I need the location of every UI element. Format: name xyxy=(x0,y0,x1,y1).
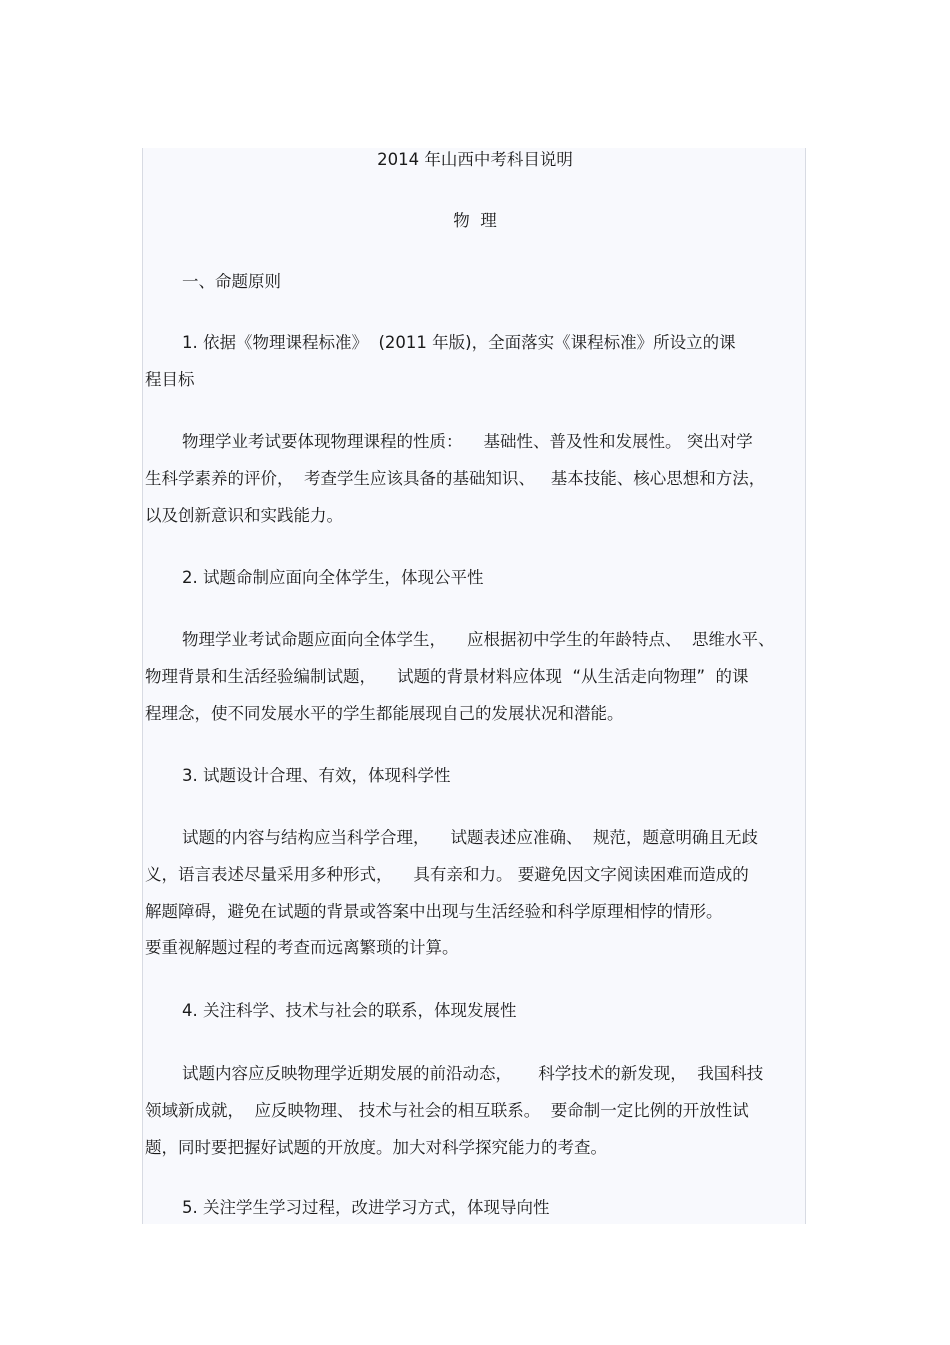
paragraph-line: 义，语言表述尽量采用多种形式， 具有亲和力。 要避免因文字阅读困难而造成的 xyxy=(145,865,749,884)
paragraph-line: 领域新成就， 应反映物理、 技术与社会的相互联系。 要命制一定比例的开放性试 xyxy=(145,1101,749,1120)
item-heading: 4. 关注科学、技术与社会的联系，体现发展性 xyxy=(182,1001,517,1020)
paragraph-line: 解题障碍，避免在试题的背景或答案中出现与生活经验和科学原理相悖的情形。 xyxy=(145,902,723,921)
paragraph-line: 试题的内容与结构应当科学合理， 试题表述应准确、 规范，题意明确且无歧 xyxy=(182,828,758,847)
section-heading: 一、命题原则 xyxy=(182,272,281,291)
item-heading: 1. 依据《物理课程标准》 (2011 年版)，全面落实《课程标准》所设立的课 xyxy=(182,333,736,352)
subject-heading: 物 理 xyxy=(453,211,497,230)
paragraph-line: 要重视解题过程的考查而远离繁琐的计算。 xyxy=(145,938,459,957)
document-page xyxy=(142,148,806,1224)
item-heading: 2. 试题命制应面向全体学生，体现公平性 xyxy=(182,568,484,587)
paragraph-line: 程理念，使不同发展水平的学生都能展现自己的发展状况和潜能。 xyxy=(145,704,624,723)
paragraph-line: 物理学业考试命题应面向全体学生， 应根据初中学生的年龄特点、 思维水平、 xyxy=(182,630,775,649)
item-heading: 5. 关注学生学习过程，改进学习方式，体现导向性 xyxy=(182,1198,550,1217)
document-title: 2014 年山西中考科目说明 xyxy=(377,150,573,169)
paragraph-line: 以及创新意识和实践能力。 xyxy=(145,506,343,525)
paragraph-line: 生科学素养的评价， 考查学生应该具备的基础知识、 基本技能、核心思想和方法， xyxy=(145,469,766,488)
paragraph-line: 试题内容应反映物理学近期发展的前沿动态， 科学技术的新发现， 我国科技 xyxy=(182,1064,764,1083)
paragraph-line: 题，同时要把握好试题的开放度。加大对科学探究能力的考查。 xyxy=(145,1138,607,1157)
paragraph-line: 物理背景和生活经验编制试题， 试题的背景材料应体现 “从生活走向物理” 的课 xyxy=(145,667,749,686)
item-heading-continuation: 程目标 xyxy=(145,370,195,389)
paragraph-line: 物理学业考试要体现物理课程的性质： 基础性、普及性和发展性。 突出对学 xyxy=(182,432,753,451)
item-heading: 3. 试题设计合理、有效，体现科学性 xyxy=(182,766,451,785)
